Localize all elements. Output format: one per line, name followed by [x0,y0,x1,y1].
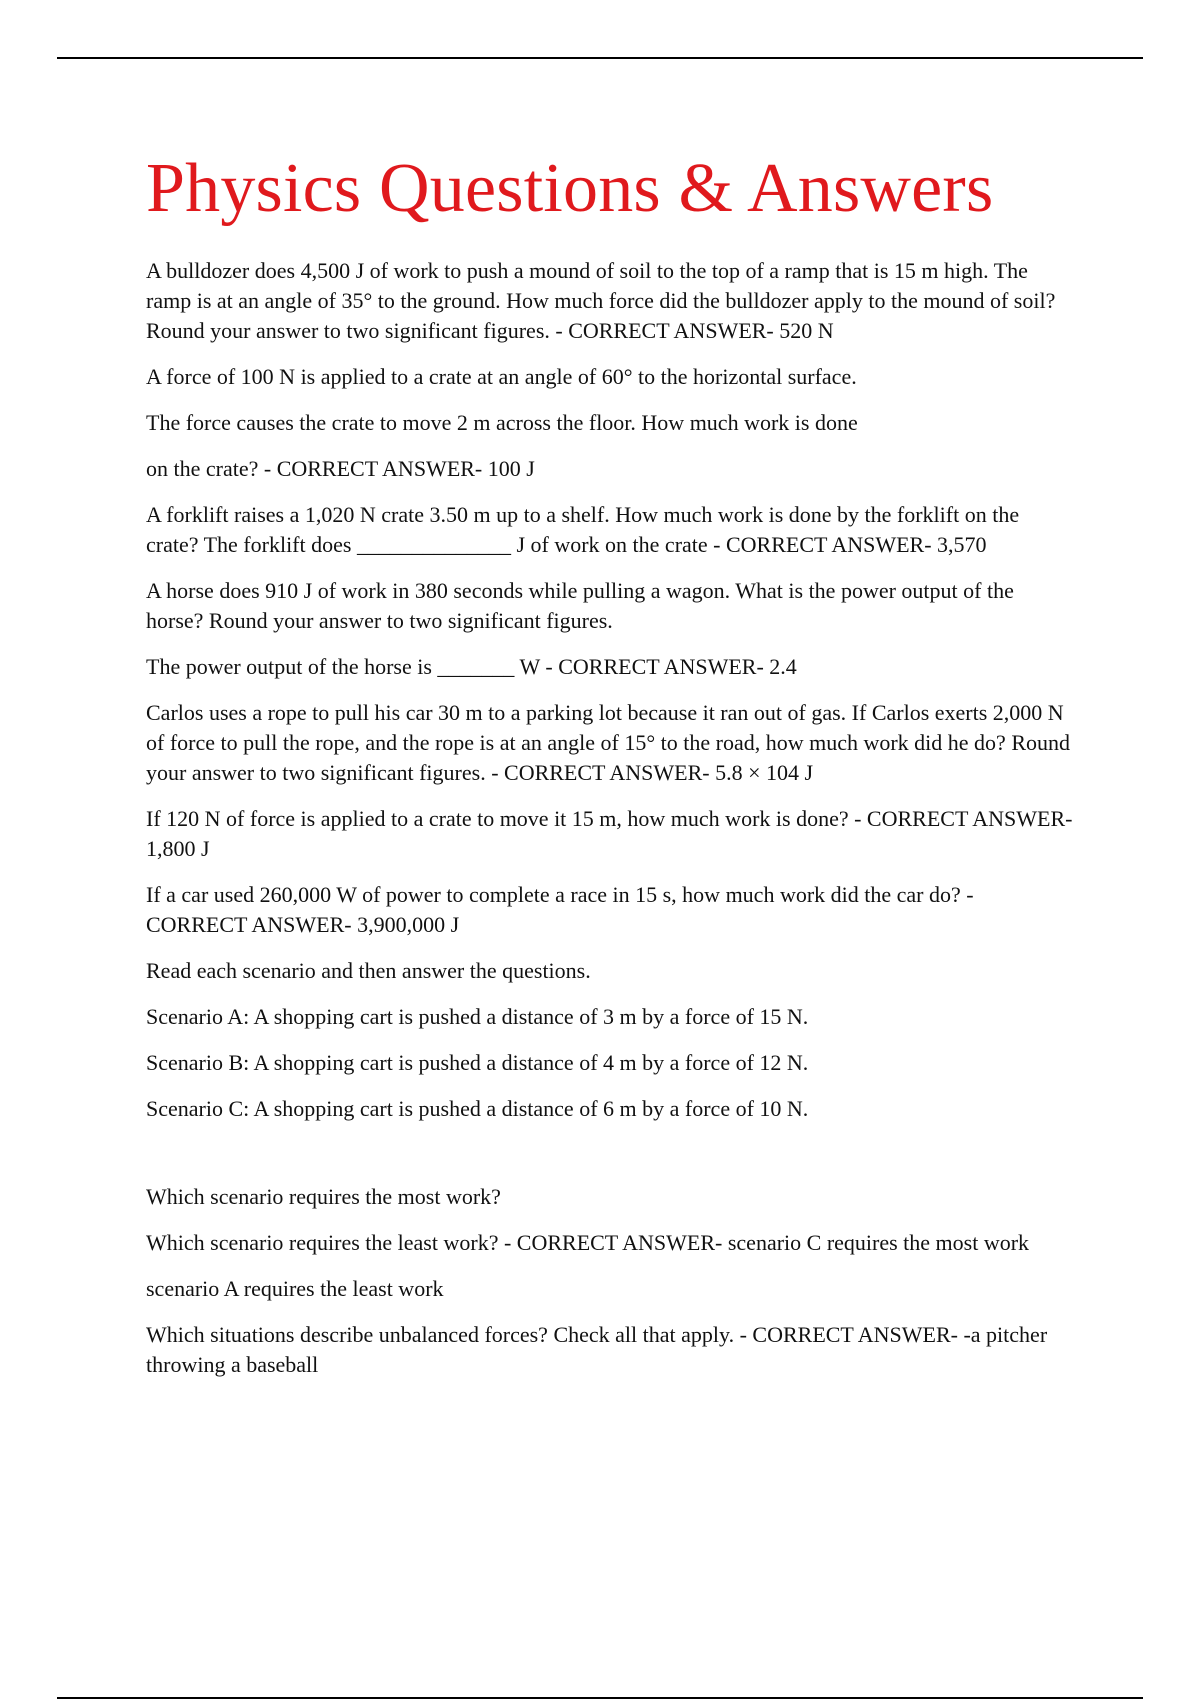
question-unbalanced-forces: Which situations describe unbalanced forces? Check all that apply. - CORRECT ANSWER- -a pitcher throwing a baseball [146,1322,1048,1377]
footer-rule [57,1697,1143,1699]
question-horse-answer: The power output of the horse is _______ W - CORRECT ANSWER- 2.4 [146,654,797,679]
spacer [146,1140,1076,1182]
question-force-crate-line1: A force of 100 N is applied to a crate at an angle of 60° to the horizontal surface. [146,364,857,389]
scenario-c: Scenario C: A shopping cart is pushed a distance of 6 m by a force of 10 N. [146,1096,809,1121]
question-most-work: Which scenario requires the most work? [146,1184,501,1209]
question-crate-120n: If 120 N of force is applied to a crate to move it 15 m, how much work is done? - CORRECT ANSWER- 1,800 J [146,806,1073,861]
question-carlos: Carlos uses a rope to pull his car 30 m to a parking lot because it ran out of gas. If Carlos exerts 2,000 N of force to pull the rope, and the rope is at an angle of 15° to the road, how much work did he do? Round your answer to two significant figures. - CORRECT ANSWER- 5.8 × 104 J [146,700,1070,785]
question-bulldozer: A bulldozer does 4,500 J of work to push a mound of soil to the top of a ramp that is 15 m high. The ramp is at an angle of 35° to the ground. How much force did the bulldozer apply to the mound of soil? Round your answer to two significant figures. - CORRECT ANSWER- 520 N [146,258,1056,343]
page-title: Physics Questions & Answers [146,150,994,227]
question-force-crate-answer: on the crate? - CORRECT ANSWER- 100 J [146,456,535,481]
header-rule [57,57,1143,59]
scenario-a: Scenario A: A shopping cart is pushed a distance of 3 m by a force of 15 N. [146,1004,809,1029]
question-force-crate-line2: The force causes the crate to move 2 m across the floor. How much work is done [146,410,858,435]
answer-least-work: scenario A requires the least work [146,1276,444,1301]
question-forklift: A forklift raises a 1,020 N crate 3.50 m up to a shelf. How much work is done by the forklift on the crate? The forklift does ______________ J of work on the crate - CORRECT ANSWER- 3,570 [146,502,1020,557]
question-horse: A horse does 910 J of work in 380 seconds while pulling a wagon. What is the power output of the horse? Round your answer to two significant figures. [146,578,1014,633]
scenario-instructions: Read each scenario and then answer the questions. [146,958,591,983]
document-body [146,148,1076,1396]
question-car-race: If a car used 260,000 W of power to complete a race in 15 s, how much work did the car do? - CORRECT ANSWER- 3,900,000 J [146,882,974,937]
scenario-b: Scenario B: A shopping cart is pushed a distance of 4 m by a force of 12 N. [146,1050,809,1075]
question-least-work: Which scenario requires the least work? - CORRECT ANSWER- scenario C requires the most work [146,1230,1030,1255]
